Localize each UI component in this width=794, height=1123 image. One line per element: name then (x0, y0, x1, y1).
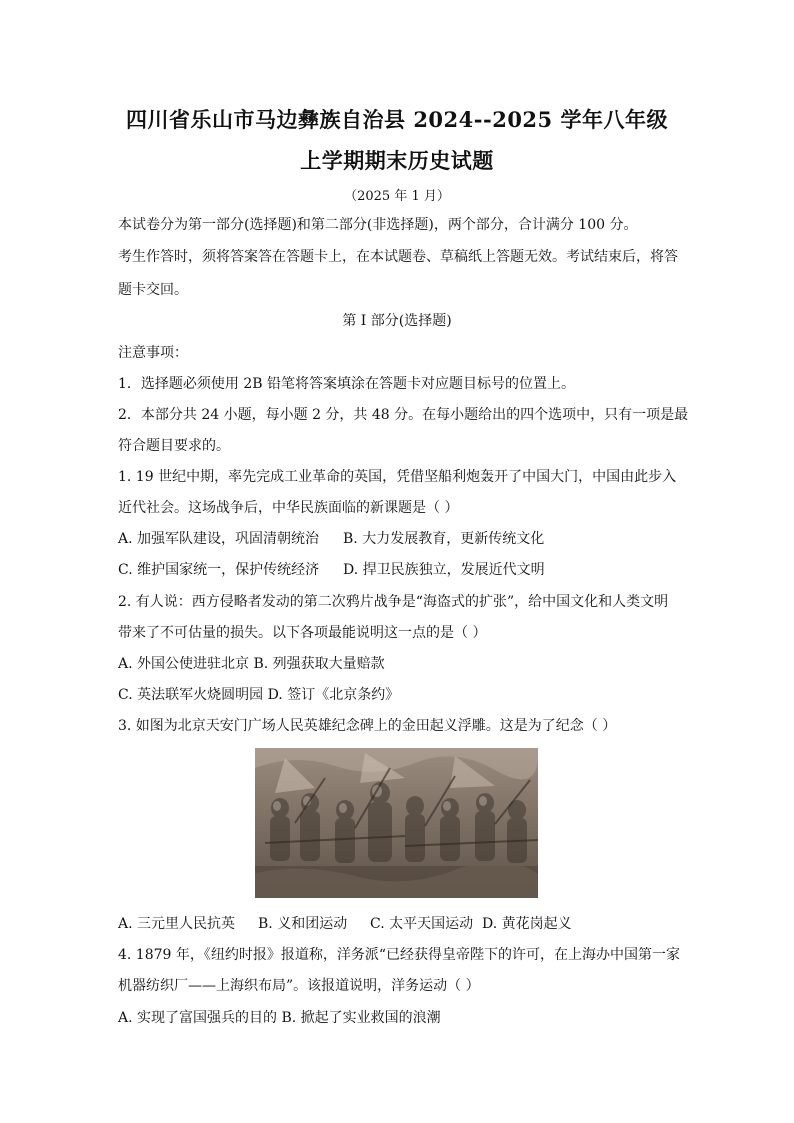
q2-options-ab: A. 外国公使进驻北京 B. 列强获取大量赔款 (118, 656, 385, 672)
note-2-line-2: 符合题目要求的。 (118, 438, 230, 454)
q3-option-b: B. 义和团运动 (258, 916, 348, 932)
q1-stem-line-1: 1. 19 世纪中期，率先完成工业革命的英国，凭借坚船利炮轰开了中国大门，中国由此步入 (118, 469, 677, 485)
q3-option-a: A. 三元里人民抗英 (118, 916, 236, 932)
section-title: 第 I 部分(选择题) (342, 313, 452, 329)
q3-stem: 3. 如图为北京天安门广场人民英雄纪念碑上的金田起义浮雕。这是为了纪念（ ） (118, 718, 617, 734)
note-1: 1．选择题必须使用 2B 铅笔将答案填涂在答题卡对应题目标号的位置上。 (118, 376, 576, 392)
intro-line-3: 题卡交回。 (118, 282, 188, 298)
q1-option-b: B. 大力发展教育，更新传统文化 (343, 531, 545, 547)
q2-options-cd: C. 英法联军火烧圆明园 D. 签订《北京条约》 (118, 687, 400, 703)
intro-line-1: 本试卷分为第一部分(选择题)和第二部分(非选择题)，两个部分，合计满分 100 分。 (118, 217, 638, 233)
q4-stem-line-2: 机器纺织厂——上海织布局”。该报道说明，洋务运动（ ） (118, 978, 480, 994)
note-2-line-1: 2．本部分共 24 小题，每小题 2 分，共 48 分。在每小题给出的四个选项中，只有一项是最 (118, 407, 689, 423)
q1-option-c: C. 维护国家统一，保护传统经济 (118, 562, 320, 578)
notes-heading: 注意事项： (118, 345, 188, 361)
intro-line-2: 考生作答时，须将答案答在答题卡上，在本试题卷、草稿纸上答题无效。考试结束后，将答 (118, 249, 678, 265)
exam-title-line1: 四川省乐山市马边彝族自治县 2024--2025 学年八年级 (126, 107, 668, 132)
q4-options-ab: A. 实现了富国强兵的目的 B. 掀起了实业救国的浪潮 (118, 1010, 441, 1026)
q1-option-d: D. 捍卫民族独立，发展近代文明 (343, 562, 545, 578)
jintian-uprising-relief-image (255, 748, 538, 898)
exam-date: （2025 年 1 月） (344, 189, 450, 204)
q1-option-a: A. 加强军队建设，巩固清朝统治 (118, 531, 320, 547)
q1-stem-line-2: 近代社会。这场战争后，中华民族面临的新课题是（ ） (118, 500, 459, 516)
q2-stem-line-2: 带来了不可估量的损失。以下各项最能说明这一点的是（ ） (118, 625, 487, 641)
q3-option-d: D. 黄花岗起义 (482, 916, 572, 932)
q2-stem-line-1: 2. 有人说：西方侵略者发动的第二次鸦片战争是“海盗式的扩张”，给中国文化和人类文明 (118, 594, 669, 610)
q4-stem-line-1: 4. 1879 年，《纽约时报》报道称，洋务派“已经获得皇帝陛下的许可，在上海办中国第一家 (118, 947, 681, 963)
exam-title-line2: 上学期期末历史试题 (300, 148, 494, 173)
q3-option-c: C. 太平天国运动 (370, 916, 474, 932)
